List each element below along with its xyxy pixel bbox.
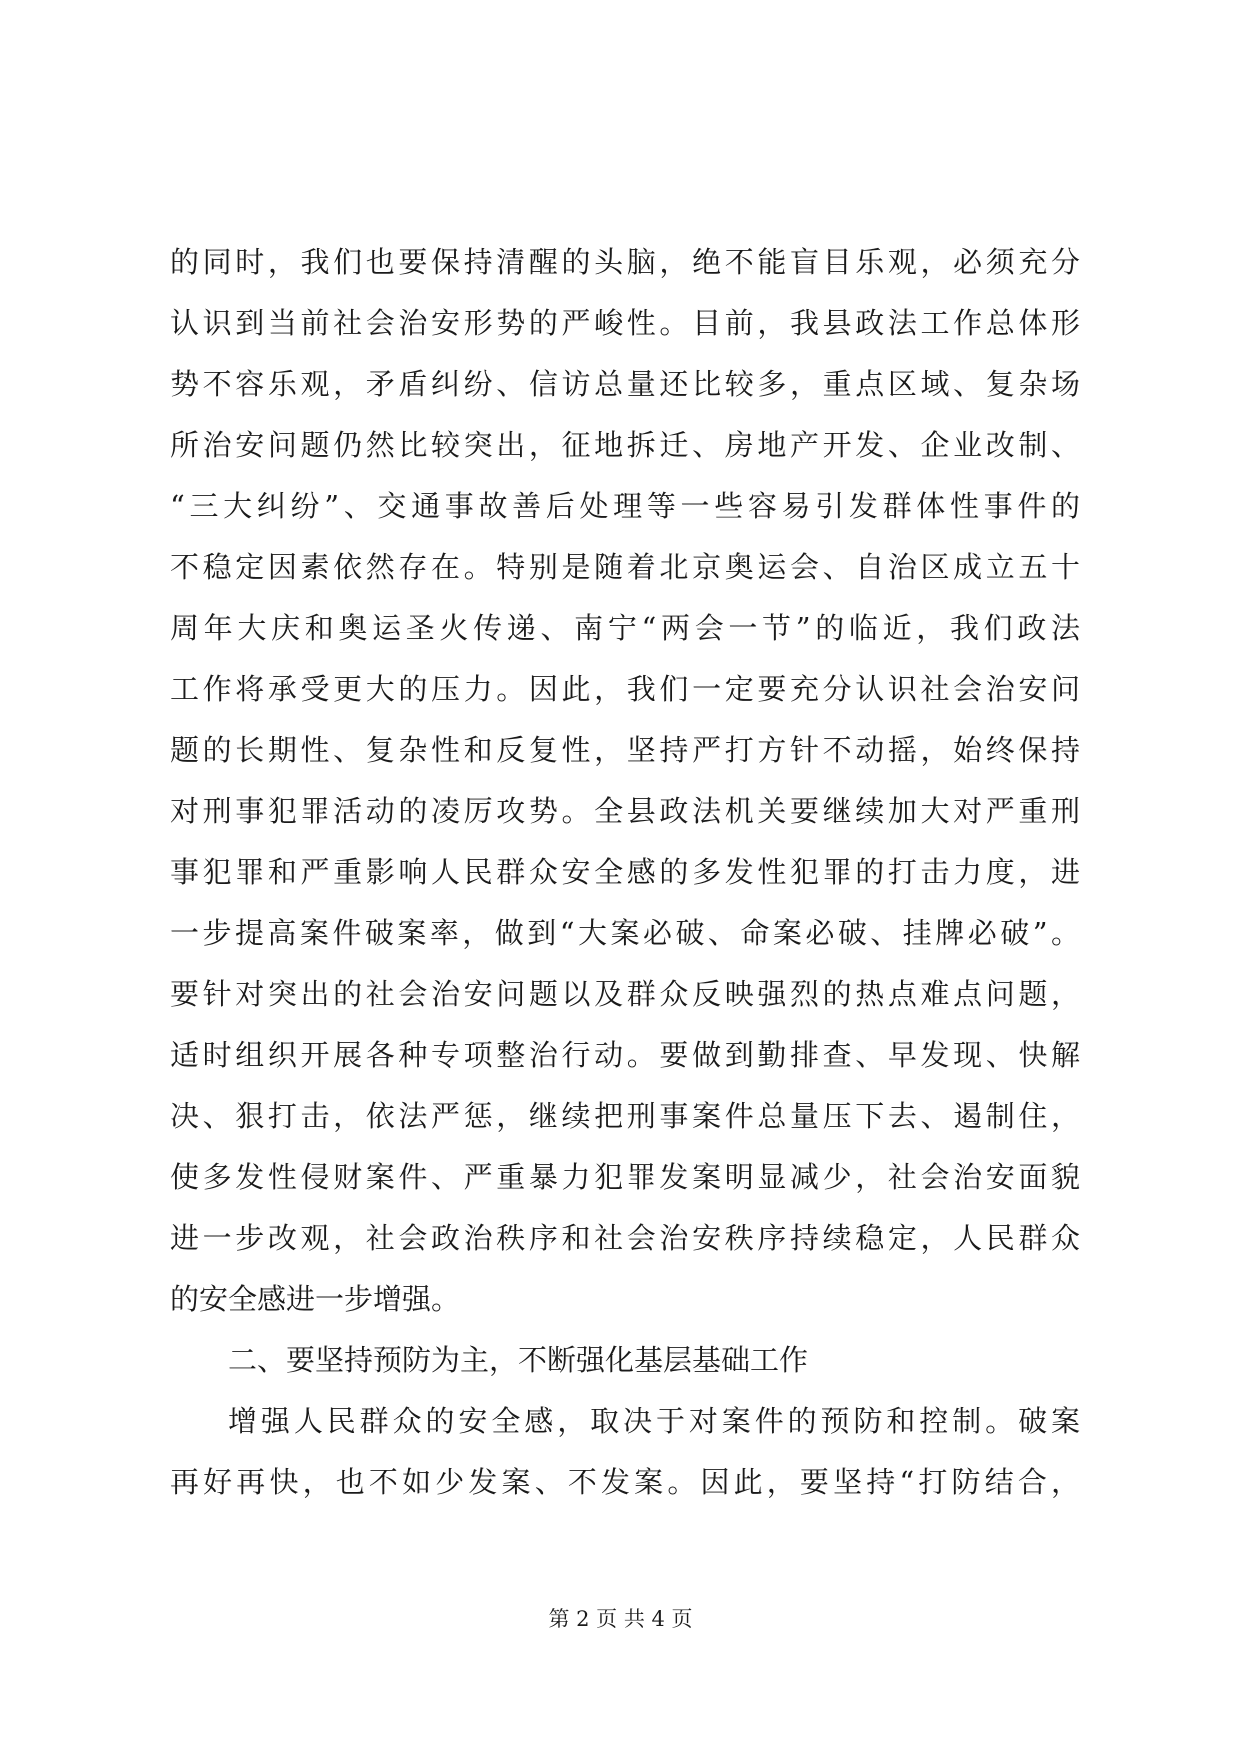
body-text-line: 的同时，我们也要保持清醒的头脑，绝不能盲目乐观，必须充分	[170, 245, 1080, 279]
body-text-line: 势不容乐观，矛盾纠纷、信访总量还比较多，重点区域、复杂场	[170, 367, 1080, 401]
body-text-line: 对刑事犯罪活动的凌厉攻势。全县政法机关要继续加大对严重刑	[170, 794, 1080, 828]
body-text-line: 工作将承受更大的压力。因此，我们一定要充分认识社会治安问	[170, 672, 1080, 706]
body-text-line: 要针对突出的社会治安问题以及群众反映强烈的热点难点问题，	[170, 977, 1080, 1011]
body-text-line: 再好再快，也不如少发案、不发案。因此，要坚持“打防结合，	[170, 1465, 1080, 1499]
body-text-line: 事犯罪和严重影响人民群众安全感的多发性犯罪的打击力度，进	[170, 855, 1080, 889]
body-text-line: 使多发性侵财案件、严重暴力犯罪发案明显减少，社会治安面貌	[170, 1160, 1080, 1194]
body-text-line: 适时组织开展各种专项整治行动。要做到勤排查、早发现、快解	[170, 1038, 1080, 1072]
body-text-line: 增强人民群众的安全感，取决于对案件的预防和控制。破案	[228, 1404, 1080, 1438]
document-body	[170, 232, 1080, 1513]
body-text-line: 所治安问题仍然比较突出，征地拆迁、房地产开发、企业改制、	[170, 428, 1080, 462]
body-text-line: “三大纠纷”、交通事故善后处理等一些容易引发群体性事件的	[170, 489, 1080, 523]
body-text-line: 一步提高案件破案率，做到“大案必破、命案必破、挂牌必破”。	[170, 916, 1080, 950]
body-text-line: 题的长期性、复杂性和反复性，坚持严打方针不动摇，始终保持	[170, 733, 1080, 767]
body-text-line: 认识到当前社会治安形势的严峻性。目前，我县政法工作总体形	[170, 306, 1080, 340]
body-text-line: 不稳定因素依然存在。特别是随着北京奥运会、自治区成立五十	[170, 550, 1080, 584]
body-text-line: 周年大庆和奥运圣火传递、南宁“两会一节”的临近，我们政法	[170, 611, 1080, 645]
body-text-line: 决、狠打击，依法严惩，继续把刑事案件总量压下去、遏制住，	[170, 1099, 1080, 1133]
body-text-line: 进一步改观，社会政治秩序和社会治安秩序持续稳定，人民群众	[170, 1221, 1080, 1255]
body-text-line: 的安全感进一步增强。	[170, 1282, 461, 1316]
page-footer: 第 2 页 共 4 页	[548, 1607, 693, 1631]
section-heading: 二、要坚持预防为主，不断强化基层基础工作	[228, 1343, 809, 1377]
